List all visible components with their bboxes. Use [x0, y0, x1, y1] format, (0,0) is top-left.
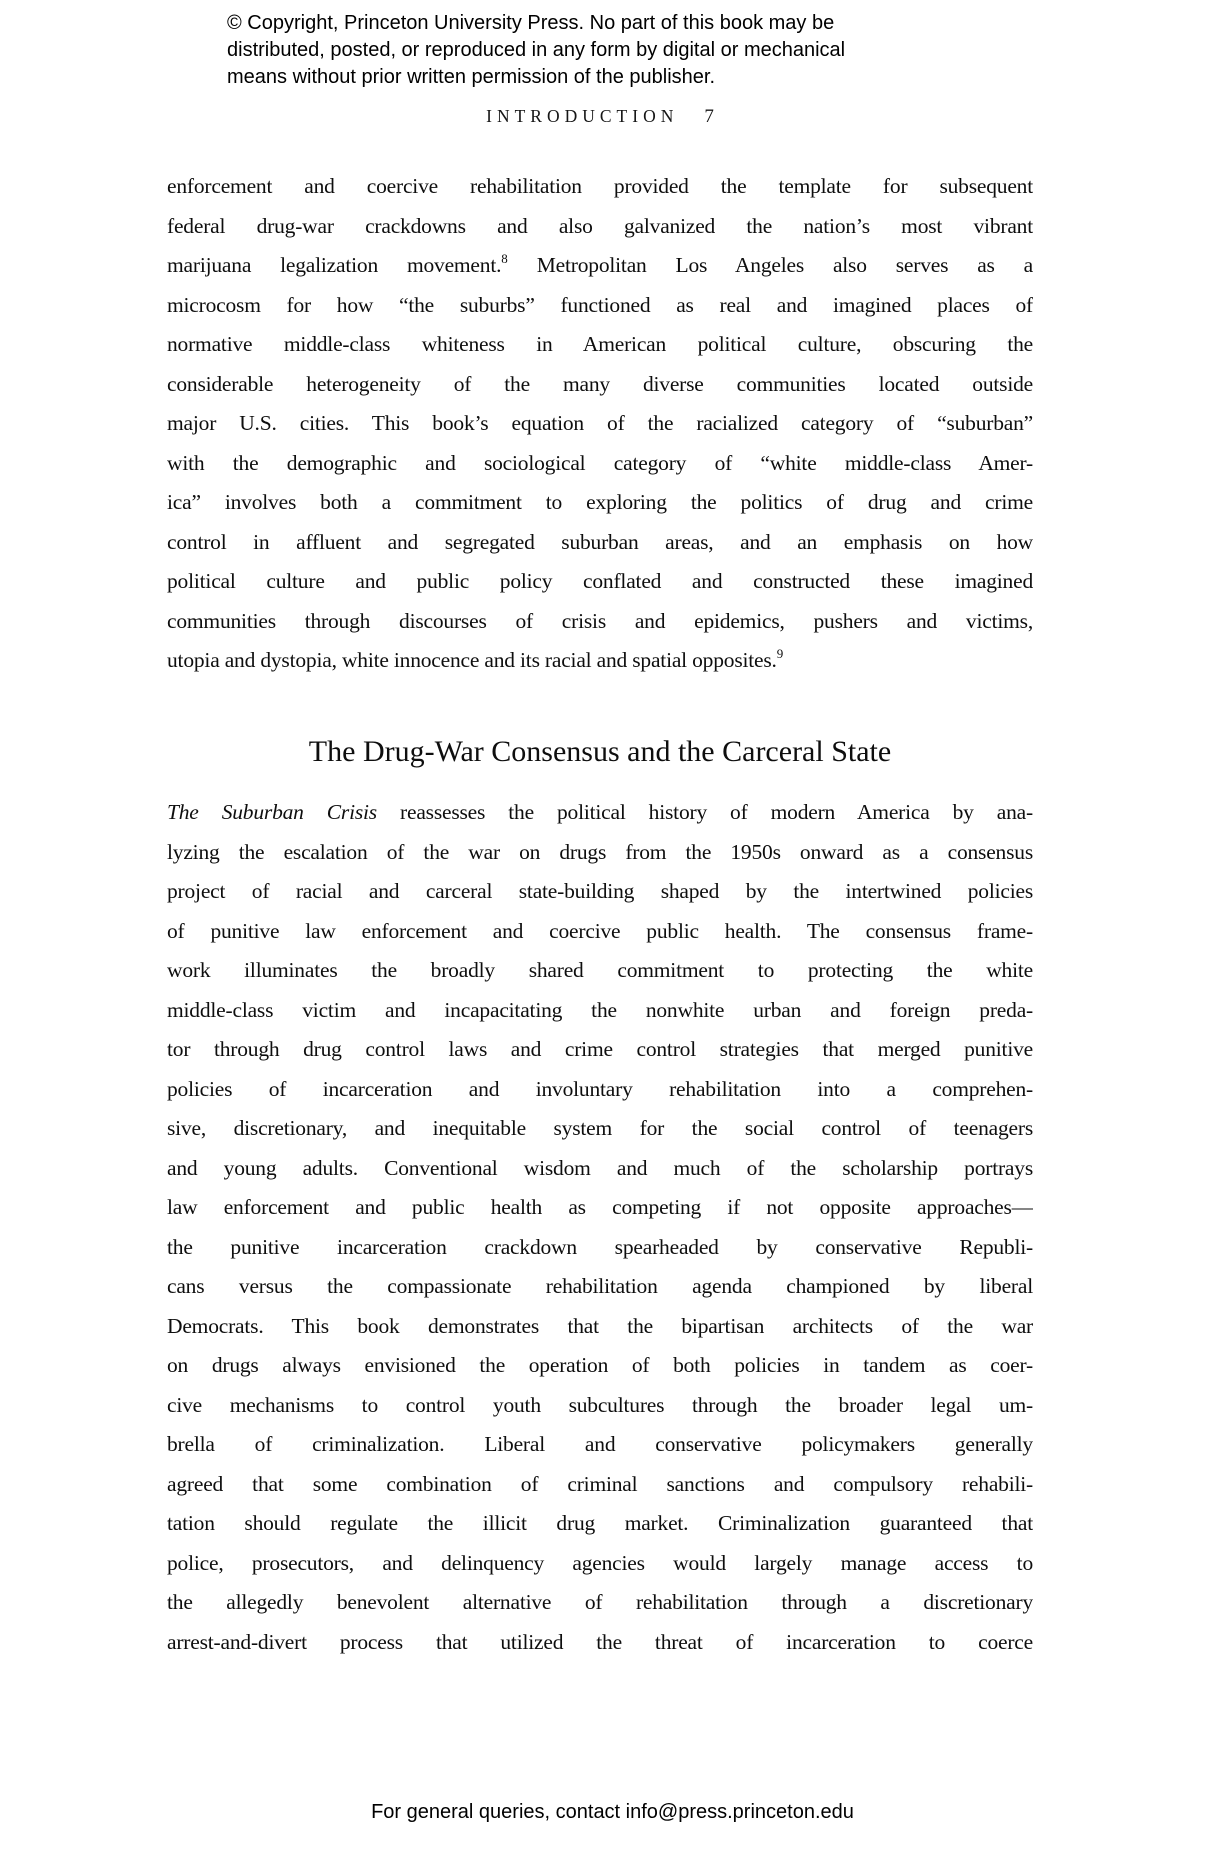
text-line: The Suburban Crisis reassesses the political history of modern America by ana-: [167, 800, 1033, 824]
text-line: considerable heterogeneity of the many diverse communities located outside: [167, 371, 1033, 396]
text-line: middle-class victim and incapacitating the nonwhite urban and foreign preda-: [167, 997, 1033, 1022]
text-line: microcosm for how “the suburbs” functioned as real and imagined places of: [167, 292, 1033, 317]
text-line: of punitive law enforcement and coercive public health. The consensus frame-: [167, 918, 1033, 943]
text-line: communities through discourses of crisis and epidemics, pushers and victims,: [167, 608, 1033, 633]
text-line: brella of criminalization. Liberal and conservative policymakers generally: [167, 1432, 1033, 1456]
body-paragraph-2: [167, 793, 1033, 1662]
text-line: political culture and public policy conflated and constructed these imagined: [167, 569, 1033, 593]
text-line: marijuana legalization movement.$^8$ Metropolitan Los Angeles also serves as a: [167, 251, 1033, 277]
text-line: distributed, posted, or reproduced in any form by digital or mechanical: [227, 39, 846, 61]
text-line: project of racial and carceral state-building shaped by the intertwined policies: [167, 879, 1033, 903]
text-line: control in affluent and segregated suburban areas, and an emphasis on how: [167, 529, 1033, 554]
text-line: lyzing the escalation of the war on drugs from the 1950s onward as a consensus: [167, 839, 1033, 864]
text-line: arrest-and-divert process that utilized the threat of incarceration to coerce: [167, 1629, 1033, 1654]
text-line: law enforcement and public health as competing if not opposite approaches—: [167, 1195, 1033, 1219]
text-line: agreed that some combination of criminal sanctions and compulsory rehabili-: [167, 1471, 1033, 1496]
text-line: federal drug-war crackdowns and also galvanized the nation’s most vibrant: [167, 213, 1033, 238]
text-line: sive, discretionary, and inequitable system for the social control of teenagers: [167, 1116, 1033, 1140]
text-line: policies of incarceration and involuntary rehabilitation into a comprehen-: [167, 1076, 1033, 1101]
text-line: enforcement and coercive rehabilitation provided the template for subsequent: [167, 174, 1033, 198]
section-heading: The Drug-War Consensus and the Carceral State: [308, 735, 892, 768]
body-paragraph-1: [167, 167, 1033, 681]
copyright-notice: [227, 10, 845, 91]
text-line: the punitive incarceration crackdown spearheaded by conservative Republi-: [167, 1234, 1033, 1259]
page-number: 7: [704, 106, 714, 127]
text-line: on drugs always envisioned the operation of both policies in tandem as coer-: [167, 1353, 1033, 1377]
text-line: with the demographic and sociological category of “white middle-class Amer-: [167, 450, 1033, 475]
text-line: and young adults. Conventional wisdom and much of the scholarship portrays: [167, 1155, 1033, 1180]
text-line: police, prosecutors, and delinquency agencies would largely manage access to: [167, 1550, 1033, 1575]
text-line: means without prior written permission of the publisher.: [227, 66, 716, 88]
text-line: major U.S. cities. This book’s equation of the racialized category of “suburban”: [167, 411, 1033, 435]
text-line: normative middle-class whiteness in American political culture, obscuring the: [167, 332, 1033, 356]
text-line: Democrats. This book demonstrates that the bipartisan architects of the war: [167, 1313, 1033, 1338]
text-line: work illuminates the broadly shared commitment to protecting the white: [167, 958, 1033, 982]
text-line: cans versus the compassionate rehabilitation agenda championed by liberal: [167, 1274, 1033, 1298]
running-head-title: INTRODUCTION: [486, 106, 679, 126]
text-line: the allegedly benevolent alternative of rehabilitation through a discretionary: [167, 1590, 1033, 1614]
text-line: utopia and dystopia, white innocence and its racial and spatial opposites.$^9$: [167, 646, 784, 672]
footer-contact: For general queries, contact info@press.princeton.edu: [371, 1801, 854, 1823]
text-line: tation should regulate the illicit drug market. Criminalization guaranteed that: [167, 1511, 1033, 1535]
running-head: [167, 106, 1033, 128]
text-line: ica” involves both a commitment to exploring the politics of drug and crime: [167, 490, 1033, 514]
text-line: cive mechanisms to control youth subcultures through the broader legal um-: [167, 1392, 1033, 1417]
text-line: © Copyright, Princeton University Press. No part of this book may be: [227, 12, 835, 34]
text-line: tor through drug control laws and crime control strategies that merged punitive: [167, 1037, 1033, 1061]
